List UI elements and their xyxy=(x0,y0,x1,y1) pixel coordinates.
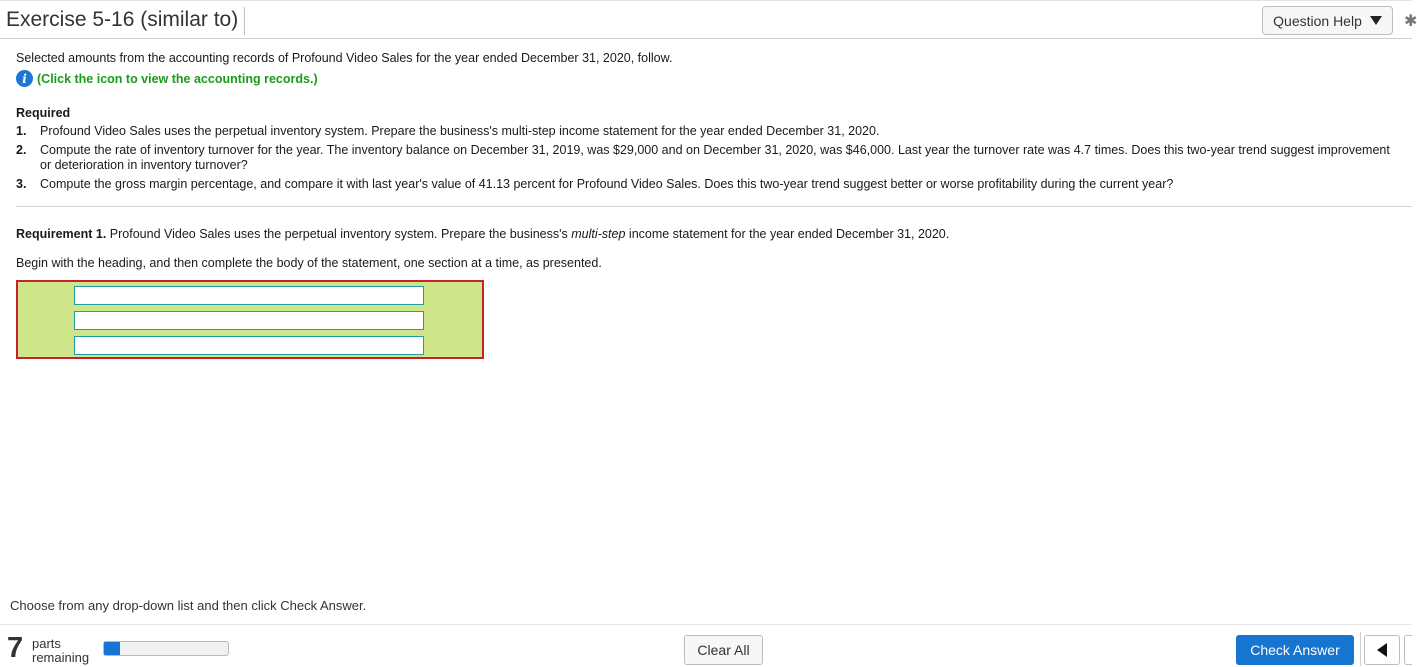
question-help-button[interactable] xyxy=(1262,6,1393,35)
intro-text: Selected amounts from the accounting records of Profound Video Sales for the year ended December 31, 2020, follow. xyxy=(16,51,673,65)
heading-input-company[interactable] xyxy=(74,286,424,305)
parts-remaining-count: 7 xyxy=(7,632,24,664)
footer-divider xyxy=(0,624,1412,625)
requirement-1-text-a: Profound Video Sales uses the perpetual inventory system. Prepare the business's xyxy=(106,227,572,241)
parts-remaining-label xyxy=(32,637,89,665)
requirement-1-emphasis: multi-step xyxy=(571,227,626,241)
heading-input-statement[interactable] xyxy=(74,311,424,330)
required-item-number: 3. xyxy=(16,177,27,191)
heading-input-period[interactable] xyxy=(74,336,424,355)
footer-separator xyxy=(1360,632,1361,666)
parts-label-line-1: parts xyxy=(32,636,61,651)
required-item-3 xyxy=(16,177,1396,192)
caret-down-icon xyxy=(1370,16,1382,25)
gear-icon[interactable]: ✱ xyxy=(1404,13,1417,30)
info-icon[interactable]: i xyxy=(16,70,33,87)
progress-bar-fill xyxy=(104,642,120,655)
clear-all-button[interactable]: Clear All xyxy=(684,635,763,665)
check-answer-button[interactable]: Check Answer xyxy=(1236,635,1354,665)
required-item-2 xyxy=(16,143,1396,173)
footer-instructions: Choose from any drop-down list and then click Check Answer. xyxy=(10,598,367,613)
next-button[interactable] xyxy=(1404,635,1412,665)
parts-label-line-2: remaining xyxy=(32,650,90,665)
requirement-1-text xyxy=(16,227,949,241)
required-item-text: Compute the gross margin percentage, and compare it with last year's value of 41.13 percent for Profound Video Sales. Does this two-year trend suggest better or worse profitability during the current year? xyxy=(40,177,1174,191)
instructions-text: Begin with the heading, and then complete the body of the statement, one section at a time, as presented. xyxy=(16,256,602,270)
info-row xyxy=(16,70,318,87)
requirement-1-text-b: income statement for the year ended December 31, 2020. xyxy=(625,227,950,241)
required-item-text: Profound Video Sales uses the perpetual inventory system. Prepare the business's multi-step income statement for the year ended December 31, 2020. xyxy=(40,124,880,138)
required-item-1 xyxy=(16,124,1396,139)
requirement-1-label: Requirement 1. xyxy=(16,227,107,241)
required-list xyxy=(16,124,1396,196)
triangle-left-icon xyxy=(1377,643,1387,657)
previous-button[interactable] xyxy=(1364,635,1400,665)
page-title: Exercise 5-16 (similar to) xyxy=(6,7,245,35)
income-statement-heading-box xyxy=(16,280,484,359)
accounting-records-link[interactable]: (Click the icon to view the accounting records.) xyxy=(37,71,318,86)
progress-bar xyxy=(103,641,229,656)
required-item-text: Compute the rate of inventory turnover for the year. The inventory balance on December 31, 2019, was $29,000 and on December 31, 2020, was $46,000. Last year the turnover rate was 4.7 times. Does this two-year trend suggest improvement or deterioration in inventory turnover? xyxy=(40,143,1390,172)
section-divider xyxy=(16,206,1412,207)
required-heading: Required xyxy=(16,106,71,120)
required-item-number: 2. xyxy=(16,143,27,157)
header-bar xyxy=(0,0,1417,39)
required-item-number: 1. xyxy=(16,124,27,138)
question-help-label: Question Help xyxy=(1273,12,1362,29)
